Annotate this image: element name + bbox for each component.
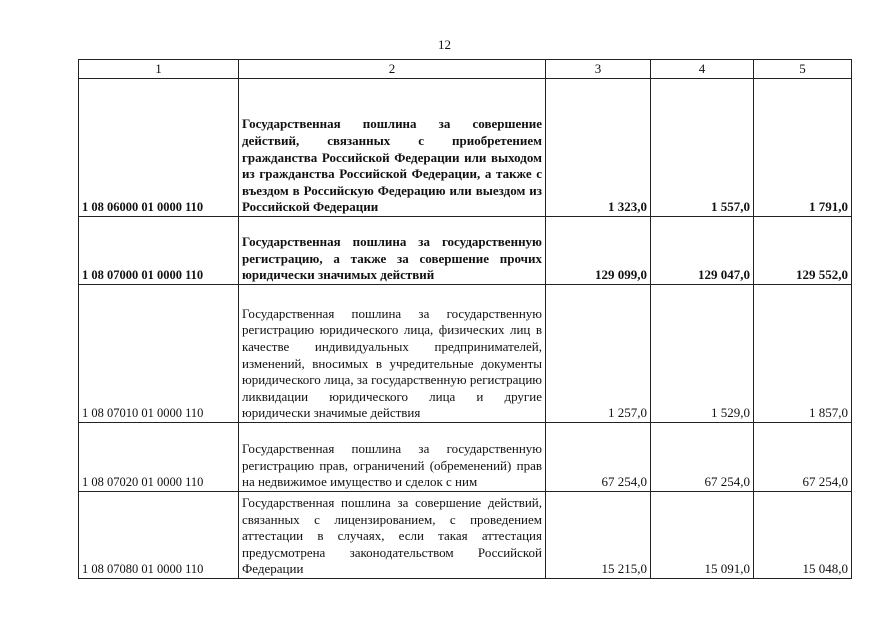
row-value-col3: 67 254,0 — [546, 423, 651, 492]
row-value-col4: 129 047,0 — [651, 217, 754, 285]
row-code: 1 08 07020 01 0000 110 — [79, 423, 239, 492]
row-value-col3: 1 257,0 — [546, 285, 651, 423]
row-description: Государственная пошлина за совершение действий, связанных с приобретением гражданства Российской Федерации или выходом из гражданства Российской Федерации, а также с въездом в Российскую Федерацию или выездом из Российской Федерации — [239, 79, 546, 217]
row-description: Государственная пошлина за государственную регистрацию прав, ограничений (обременений) прав на недвижимое имущество и сделок с ним — [239, 423, 546, 492]
row-value-col3: 15 215,0 — [546, 492, 651, 579]
row-description: Государственная пошлина за государственную регистрацию юридического лица, физических лиц в качестве индивидуальных предпринимателей, изменений, вносимых в учредительные документы юридического лица, за государственную регистрацию ликвидации юридического лица и другие юридически значимые действия — [239, 285, 546, 423]
table-row — [79, 492, 852, 579]
row-code: 1 08 06000 01 0000 110 — [79, 79, 239, 217]
header-col-4: 4 — [651, 60, 754, 79]
header-col-5: 5 — [754, 60, 852, 79]
header-col-3: 3 — [546, 60, 651, 79]
row-code: 1 08 07010 01 0000 110 — [79, 285, 239, 423]
table-row — [79, 423, 852, 492]
row-value-col3: 129 099,0 — [546, 217, 651, 285]
row-code: 1 08 07080 01 0000 110 — [79, 492, 239, 579]
row-value-col4: 1 529,0 — [651, 285, 754, 423]
row-value-col4: 1 557,0 — [651, 79, 754, 217]
header-col-1: 1 — [79, 60, 239, 79]
row-value-col4: 15 091,0 — [651, 492, 754, 579]
table-row — [79, 79, 852, 217]
budget-table — [78, 59, 852, 579]
row-value-col5: 67 254,0 — [754, 423, 852, 492]
row-value-col3: 1 323,0 — [546, 79, 651, 217]
row-value-col4: 67 254,0 — [651, 423, 754, 492]
header-col-2: 2 — [239, 60, 546, 79]
page-number: 12 — [438, 37, 451, 52]
row-code: 1 08 07000 01 0000 110 — [79, 217, 239, 285]
row-description: Государственная пошлина за государственную регистрацию, а также за совершение прочих юридически значимых действий — [239, 217, 546, 285]
table-row — [79, 285, 852, 423]
row-value-col5: 15 048,0 — [754, 492, 852, 579]
row-description: Государственная пошлина за совершение действий, связанных с лицензированием, с проведением аттестации в случаях, если такая аттестация предусмотрена законодательством Российской Федерации — [239, 492, 546, 579]
row-value-col5: 129 552,0 — [754, 217, 852, 285]
row-value-col5: 1 791,0 — [754, 79, 852, 217]
table-row — [79, 217, 852, 285]
row-value-col5: 1 857,0 — [754, 285, 852, 423]
header-row — [79, 60, 852, 79]
